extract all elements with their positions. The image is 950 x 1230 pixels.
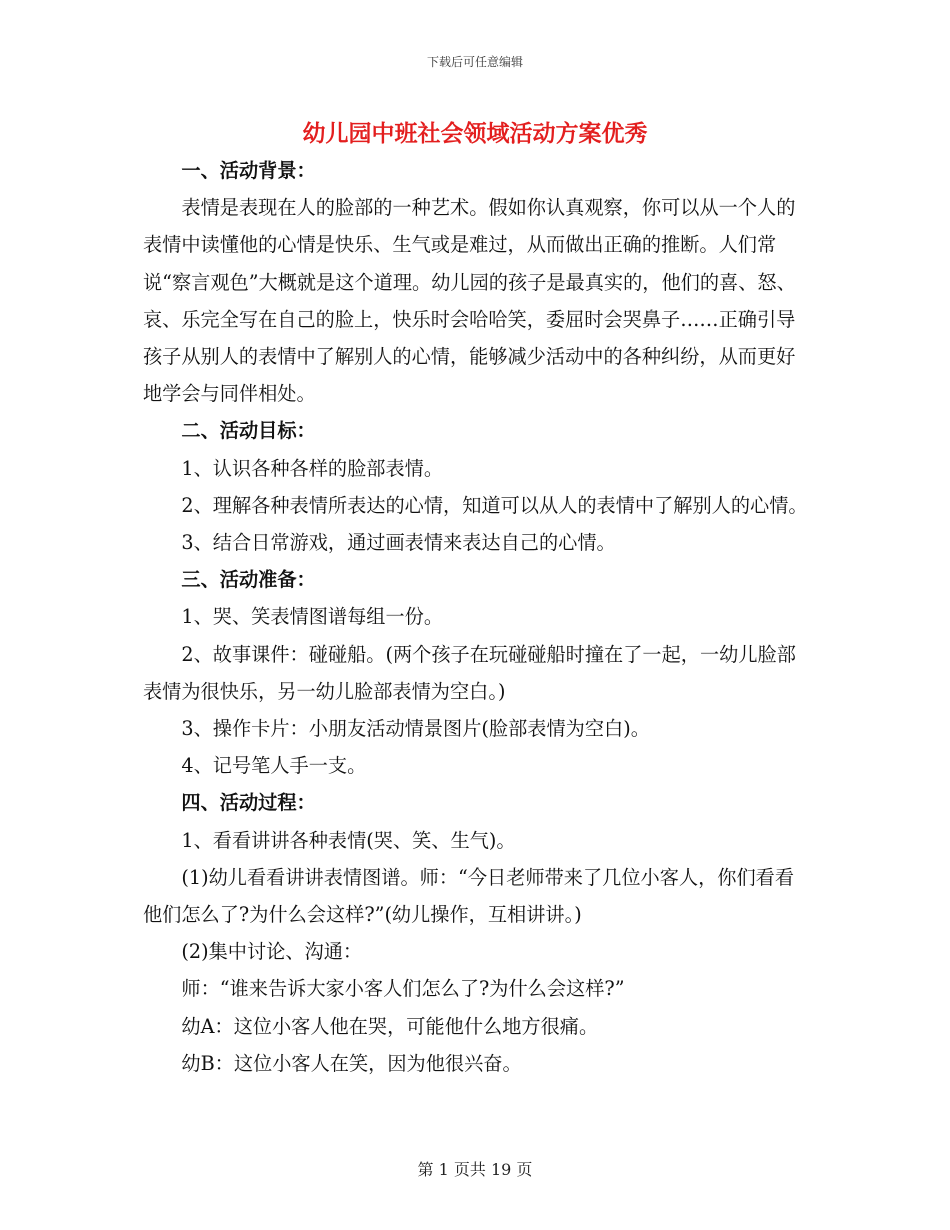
paragraph: 2、故事课件：碰碰船。(两个孩子在玩碰碰船时撞在了一起，一幼儿脸部表情为很快乐，另一幼儿脸部表情为空白。) xyxy=(143,642,796,703)
paragraph: 3、操作卡片：小朋友活动情景图片(脸部表情为空白)。 xyxy=(181,717,650,741)
paragraph: 3、结合日常游戏，通过画表情来表达自己的心情。 xyxy=(181,531,616,555)
paragraph: 幼B：这位小客人在笑，因为他很兴奋。 xyxy=(181,1051,522,1075)
section-heading-background: 一、活动背景： xyxy=(181,159,316,182)
page-number-footer: 第 1 页共 19 页 xyxy=(417,1160,533,1179)
section-heading-preparation: 三、活动准备： xyxy=(181,568,316,592)
paragraph: 4、记号笔人手一支。 xyxy=(181,754,367,778)
paragraph: 幼A：这位小客人他在哭，可能他什么地方很痛。 xyxy=(181,1014,599,1038)
paragraph: (1)幼儿看看讲讲表情图谱。师：“今日老师带来了几位小客人，你们看看他们怎么了?为什么会这样?”(幼儿操作，互相讲讲。) xyxy=(143,865,795,927)
paragraph: 师：“谁来告诉大家小客人们怎么了?为什么会这样?” xyxy=(181,977,625,1001)
document-body xyxy=(143,152,808,1082)
paragraph: (2)集中讨论、沟通： xyxy=(181,940,363,964)
page-header-note: 下载后可任意编辑 xyxy=(426,55,523,69)
document-title: 幼儿园中班社会领域活动方案优秀 xyxy=(302,120,648,147)
paragraph: 1、看看讲讲各种表情(哭、笑、生气)。 xyxy=(181,828,516,852)
paragraph: 2、理解各种表情所表达的心情，知道可以从人的表情中了解别人的心情。 xyxy=(181,493,808,517)
paragraph: 1、认识各种各样的脸部表情。 xyxy=(181,456,444,480)
paragraph: 1、哭、笑表情图谱每组一份。 xyxy=(181,605,444,629)
paragraph: 表情是表现在人的脸部的一种艺术。假如你认真观察，你可以从一个人的表情中读懂他的心情是快乐、生气或是难过，从而做出正确的推断。人们常说“察言观色”大概就是这个道理。幼儿园的孩子是最真实的，他们的喜、怒、哀、乐完全写在自己的脸上，快乐时会哈哈笑，委屈时会哭鼻子……正确引导孩子从别人的表情中了解别人的心情，能够减少活动中的各种纠纷，从而更好地学会与同伴相处。 xyxy=(143,196,796,406)
section-heading-process: 四、活动过程： xyxy=(181,791,316,815)
section-heading-goals: 二、活动目标： xyxy=(181,419,316,443)
